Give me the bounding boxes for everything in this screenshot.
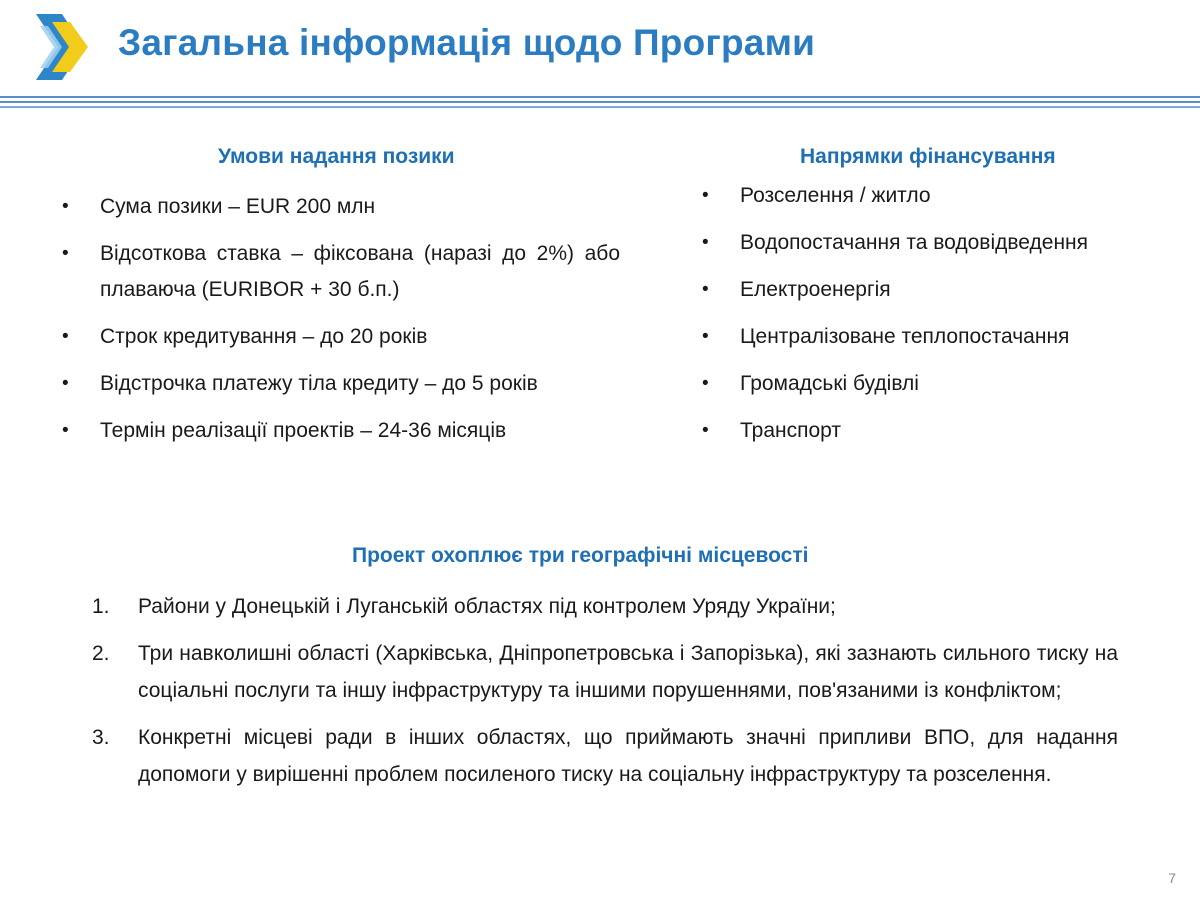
list-item: • Строк кредитування – до 20 років bbox=[60, 319, 620, 355]
list-item: • Відсоткова ставка – фіксована (наразі до 2%) або плаваюча (EURIBOR + 30 б.п.) bbox=[60, 236, 620, 308]
list-item: • Розселення / житло bbox=[700, 178, 1180, 214]
loan-terms-list bbox=[60, 189, 620, 460]
funding-areas-heading: Напрямки фінансування bbox=[800, 145, 1056, 168]
list-item-text: Конкретні місцеві ради в інших областях, що приймають значні припливи ВПО, для надання допомоги у вирішенні проблем посиленого тиску на соціальну інфраструктуру та розселення. bbox=[138, 726, 1118, 786]
list-item bbox=[90, 588, 1118, 625]
program-logo bbox=[32, 12, 94, 82]
list-item: • Електроенергія bbox=[700, 272, 1180, 308]
list-item: • Громадські будівлі bbox=[700, 366, 1180, 402]
list-item-text: Три навколишні області (Харківська, Дніпропетровська і Запорізька), які зазнають сильного тиску на соціальні послуги та іншу інфраструктуру та іншими порушеннями, пов'язаними із конфліктом; bbox=[138, 642, 1118, 702]
list-item: • Сума позики – EUR 200 млн bbox=[60, 189, 620, 225]
list-item-text: Райони у Донецькій і Луганській областях під контролем Уряду України; bbox=[138, 595, 836, 618]
list-item: • Відстрочка платежу тіла кредиту – до 5 років bbox=[60, 366, 620, 402]
funding-areas-list bbox=[700, 178, 1180, 460]
list-item bbox=[90, 635, 1118, 709]
header-divider bbox=[0, 106, 1200, 108]
header-divider bbox=[0, 101, 1200, 103]
chevron-logo-icon bbox=[32, 12, 94, 82]
list-item: • Транспорт bbox=[700, 413, 1180, 449]
loan-terms-heading: Умови надання позики bbox=[218, 145, 455, 168]
geography-heading: Проект охоплює три географічні місцевості bbox=[352, 544, 809, 567]
page-number: 7 bbox=[1168, 870, 1176, 886]
geography-list bbox=[90, 588, 1118, 803]
list-number: 3. bbox=[92, 726, 110, 749]
list-number: 1. bbox=[92, 595, 110, 618]
list-item: • Термін реалізації проектів – 24-36 місяців bbox=[60, 413, 620, 449]
list-number: 2. bbox=[92, 642, 110, 665]
header-divider bbox=[0, 96, 1200, 98]
list-item bbox=[90, 719, 1118, 793]
list-item: • Водопостачання та водовідведення bbox=[700, 225, 1180, 261]
page-title: Загальна інформація щодо Програми bbox=[118, 22, 816, 63]
list-item: • Централізоване теплопостачання bbox=[700, 319, 1180, 355]
